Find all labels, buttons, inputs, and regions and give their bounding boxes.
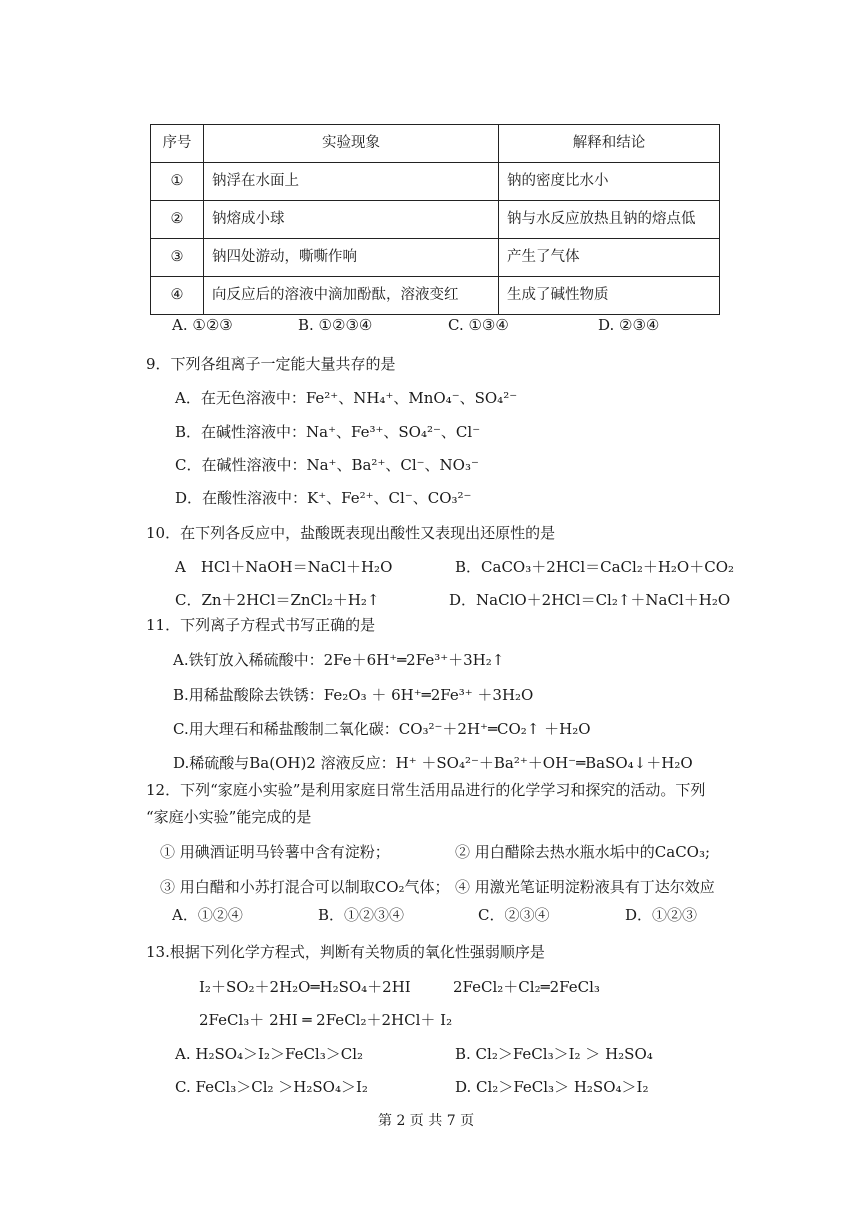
table-cell: ④ [151, 277, 204, 315]
q11-stem: 11．下列离子方程式书写正确的是 [146, 616, 376, 634]
q10-option-c: C．Zn＋2HCl＝ZnCl₂＋H₂↑ [175, 591, 380, 609]
page-footer: 第 2 页 共 7 页 [378, 1113, 475, 1129]
table-cell: 钠与水反应放热且钠的熔点低 [499, 201, 720, 239]
q12-item-1: ① 用碘酒证明马铃薯中含有淀粉； [160, 843, 390, 861]
table-header-row [151, 125, 720, 163]
table-cell: ② [151, 201, 204, 239]
q13-stem: 13.根据下列化学方程式，判断有关物质的氧化性强弱顺序是 [146, 943, 545, 961]
q13-option-a: A. H₂SO₄＞I₂＞FeCl₃＞Cl₂ [175, 1045, 364, 1063]
table-cell: 钠熔成小球 [204, 201, 499, 239]
q8-option-b: B. ①②③④ [298, 316, 373, 334]
q13-equation-2: 2FeCl₂＋Cl₂═2FeCl₃ [453, 978, 600, 996]
table-cell: 钠的密度比水小 [499, 163, 720, 201]
q11-option-c: C.用大理石和稀盐酸制二氧化碳：CO₃²⁻＋2H⁺═CO₂↑ ＋H₂O [173, 720, 591, 738]
q12-item-4: ④ 用激光笔证明淀粉液具有丁达尔效应 [455, 878, 715, 896]
q11-option-d: D.稀硫酸与Ba(OH)2 溶液反应：H⁺ ＋SO₄²⁻＋Ba²⁺＋OH⁻═BaSO₄↓＋H₂O [173, 754, 693, 772]
table-row [151, 239, 720, 277]
q9-stem: 9．下列各组离子一定能大量共存的是 [146, 355, 396, 373]
q11-option-b: B.用稀盐酸除去铁锈：Fe₂O₃ ＋ 6H⁺═2Fe³⁺ ＋3H₂O [173, 686, 534, 704]
q12-stem-line1: 12．下列“家庭小实验”是利用家庭日常生活用品进行的化学学习和探究的活动。下列 [146, 781, 706, 799]
table-row [151, 277, 720, 315]
q9-option-d: D．在酸性溶液中：K⁺、Fe²⁺、Cl⁻、CO₃²⁻ [175, 489, 472, 507]
q12-stem-line2: “家庭小实验”能完成的是 [146, 808, 312, 826]
q8-option-d: D. ②③④ [598, 316, 660, 334]
table-header: 实验现象 [204, 125, 499, 163]
q12-option-b: B．①②③④ [318, 906, 405, 924]
q10-stem: 10．在下列各反应中，盐酸既表现出酸性又表现出还原性的是 [146, 524, 556, 542]
q12-option-c: C．②③④ [478, 906, 550, 924]
q13-option-c: C. FeCl₃＞Cl₂ ＞H₂SO₄＞I₂ [175, 1078, 368, 1096]
q10-option-a: A HCl＋NaOH＝NaCl＋H₂O [175, 558, 393, 576]
q13-equation-1: I₂＋SO₂＋2H₂O═H₂SO₄＋2HI [199, 978, 411, 996]
table-header: 序号 [151, 125, 204, 163]
table-cell: 产生了气体 [499, 239, 720, 277]
q9-option-b: B．在碱性溶液中：Na⁺、Fe³⁺、SO₄²⁻、Cl⁻ [175, 423, 481, 441]
q9-option-c: C．在碱性溶液中：Na⁺、Ba²⁺、Cl⁻、NO₃⁻ [175, 456, 479, 474]
q8-option-c: C. ①③④ [448, 316, 509, 334]
q12-item-2: ② 用白醋除去热水瓶水垢中的CaCO₃; [455, 843, 711, 861]
q13-option-b: B. Cl₂＞FeCl₃＞I₂ ＞ H₂SO₄ [455, 1045, 653, 1063]
table-cell: 向反应后的溶液中滴加酚酞，溶液变红 [204, 277, 499, 315]
q12-item-3: ③ 用白醋和小苏打混合可以制取CO₂气体； [160, 878, 450, 896]
q13-option-d: D. Cl₂＞FeCl₃＞ H₂SO₄＞I₂ [455, 1078, 649, 1096]
table-header: 解释和结论 [499, 125, 720, 163]
table-row [151, 201, 720, 239]
q13-equation-3: 2FeCl₃＋ 2HI ═ 2FeCl₂＋2HCl＋ I₂ [199, 1011, 453, 1029]
table-row [151, 163, 720, 201]
experiment-table [150, 124, 720, 315]
q10-option-b: B．CaCO₃＋2HCl＝CaCl₂＋H₂O＋CO₂ [455, 558, 735, 576]
q12-option-d: D．①②③ [625, 906, 698, 924]
table-cell: ③ [151, 239, 204, 277]
table-cell: 钠浮在水面上 [204, 163, 499, 201]
q12-option-a: A．①②④ [172, 906, 243, 924]
table-cell: ① [151, 163, 204, 201]
q9-option-a: A．在无色溶液中：Fe²⁺、NH₄⁺、MnO₄⁻、SO₄²⁻ [175, 389, 518, 407]
q8-option-a: A. ①②③ [172, 316, 233, 334]
q11-option-a: A.铁钉放入稀硫酸中：2Fe＋6H⁺═2Fe³⁺＋3H₂↑ [173, 651, 505, 669]
table-cell: 钠四处游动，嘶嘶作响 [204, 239, 499, 277]
table-cell: 生成了碱性物质 [499, 277, 720, 315]
q10-option-d: D．NaClO＋2HCl＝Cl₂↑＋NaCl＋H₂O [449, 591, 731, 609]
